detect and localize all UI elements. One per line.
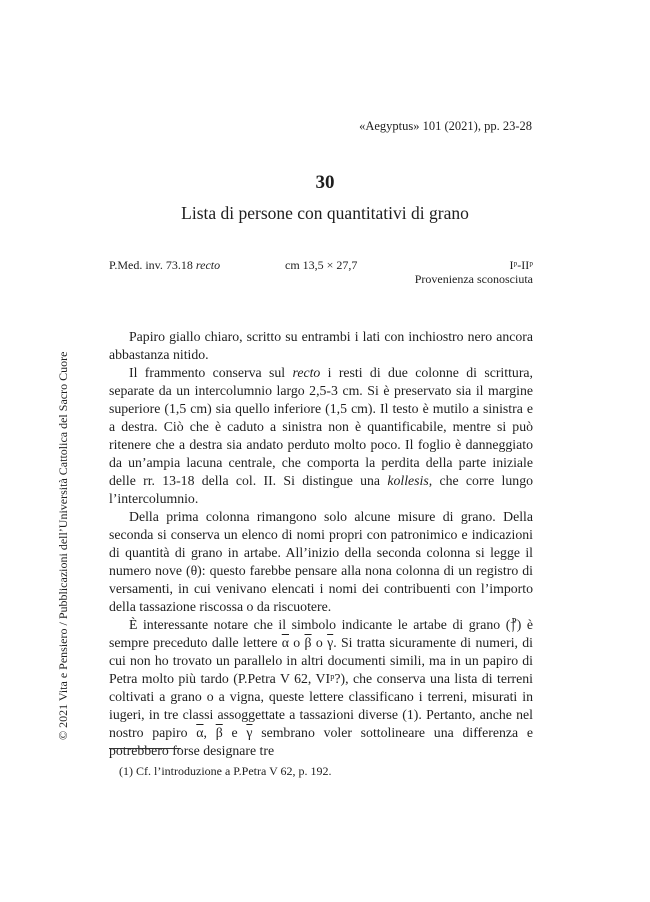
dimensions: cm 13,5 × 27,7 [285,258,358,272]
document-title: Lista di persone con quantitativi di grano [181,203,469,223]
document-number: 30 [315,172,335,193]
inventory-number: P.Med. inv. 73.18 [109,258,193,272]
greek-numeral: $\overline{\alpha}$ [281,635,289,650]
text-run: , che corre lungo l’intercolumnio. [109,473,533,506]
paragraph-2 [109,364,533,508]
inventory-side: recto [195,258,221,272]
provenance: Provenienza sconosciuta [414,272,533,286]
footnote-rule [109,748,181,749]
greek-numeral: $\overline{\beta}$ [304,635,312,650]
italic-term: recto [292,365,321,380]
footnote: (1) Cf. l’introduzione a P.Petra V 62, p. 192. [119,764,332,778]
dating: Iᵖ-IIᵖ [509,258,533,272]
paragraph-1: Papiro giallo chiaro, scritto su entrambi i lati con inchiostro nero ancora abbastanza nitido. [109,329,533,362]
journal-reference: «Aegyptus» 101 (2021), pp. 23-28 [359,119,532,133]
italic-term: kollesis [387,473,429,488]
paragraph-3: Della prima colonna rimangono solo alcune misure di grano. Della seconda si conserva un elenco di nomi propri con patronimico e indicazioni di quantità di grano in artabe. All’inizio della seconda colonna si legge il numero nove (θ): questo farebbe pensare alla nona colonna di un registro di versamenti, in cui venivano elencati i nomi dei contribuenti con l’importo della tassazione riscossa o da riscuotere. [109,509,533,614]
body-text [109,328,533,760]
text-run: Il frammento conserva sul [129,365,293,380]
text-run: i resti di due colonne di scrittura, separate da un intercolumnio largo 2,5-3 cm. Si è preservato sia il margine superiore (1,5 cm) sia quello inferiore (1,5 cm). Il testo è mutilo a sinistra e a destra. Ciò che è caduto a sinistra non è quantificabile, mentre si può ritenere che a destra sia andato perduto molto poco. Il foglio è danneggiato da un’ampia lacuna centrale, che comporta la perdita della parte iniziale delle rr. 13-18 della col. II. Si distingue una [109,365,533,488]
text-run: , [203,725,216,740]
text-run: sembrano voler sottolineare una differenza e potrebbero forse designare tre [109,725,533,758]
paragraph-4 [109,616,533,760]
greek-numeral: $\overline{\gamma}$ [246,725,253,740]
greek-numeral: $\overline{\alpha}$ [196,725,204,740]
text-run: o [311,635,328,650]
greek-numeral: $\overline{\gamma}$ [327,635,334,650]
text-run: e [222,725,247,740]
inventory-line [109,258,220,273]
greek-numeral: $\overline{\beta}$ [215,725,223,740]
copyright-sidebar: © 2021 Vita e Pensiero / Pubblicazioni dell’Università Cattolica del Sacro Cuore [56,351,70,740]
text-run: È interessante notare che il simbolo indicante le artabe di grano (⳨) è sempre preceduto dalle lettere [109,617,533,650]
text-run: o [289,635,305,650]
text-run: . Si tratta sicuramente di numeri, di cui non ho trovato un parallelo in altri documenti simili, ma in un papiro di Petra molto più tardo (P.Petra V 62, VIᵖ?), che conserva una lista di terreni coltivati a grano o a vigna, queste lettere classificano i terreni, misurati in iugeri, in tre classi assoggettate a tassazioni diverse (1). Pertanto, anche nel nostro papiro [109,635,534,740]
